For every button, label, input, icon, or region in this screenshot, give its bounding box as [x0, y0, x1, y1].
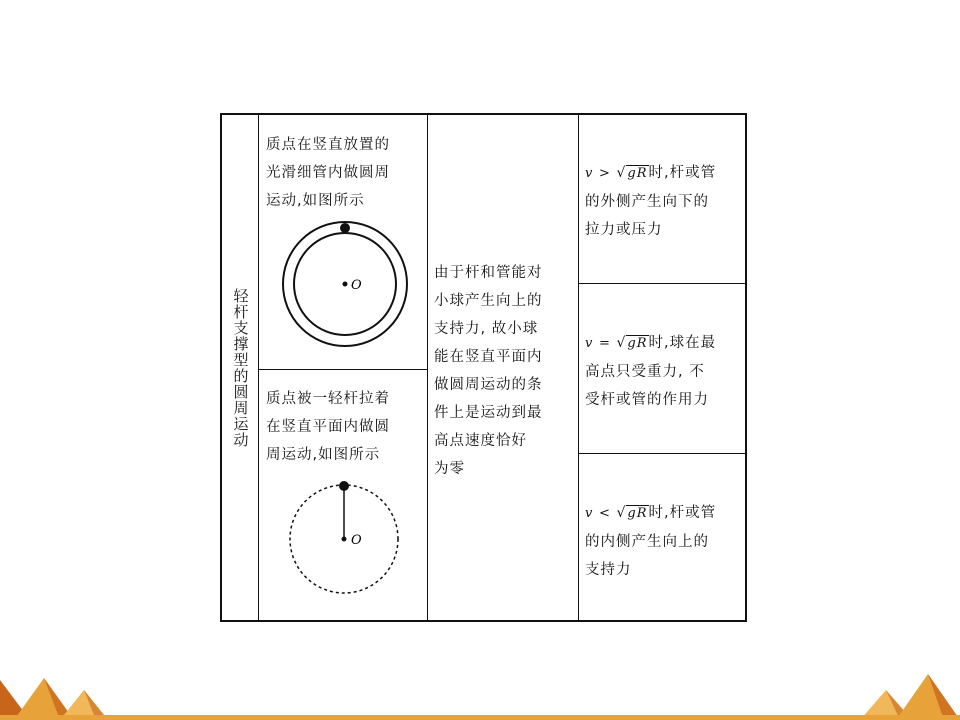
- condition-line: 的外侧产生向下的: [585, 194, 709, 210]
- tube-figure: [280, 219, 410, 349]
- ball-dot: [339, 481, 349, 491]
- row-divider-right-2: [578, 453, 747, 454]
- center-point: [343, 282, 348, 287]
- case1-description: [266, 131, 390, 215]
- center-label: O: [351, 278, 362, 293]
- explanation-line: 高点速度恰好: [434, 433, 527, 449]
- case2-line: 周运动,如图所示: [266, 447, 381, 463]
- condition-line: 高点只受重力, 不: [585, 364, 705, 380]
- sqrt-gR: √gR: [616, 165, 648, 181]
- explanation-line: 小球产生向上的: [434, 293, 543, 309]
- bottom-accent-stripe: [0, 715, 960, 720]
- velocity-symbol: v: [585, 506, 594, 521]
- rod-figure: [284, 479, 404, 599]
- condition-greater: [585, 159, 716, 244]
- explanation-line: 为零: [434, 461, 465, 477]
- explanation-line: 件上是运动到最: [434, 405, 543, 421]
- col-divider-3: [578, 115, 579, 620]
- condition-lead: 时,杆或管: [648, 505, 717, 521]
- condition-equal: [585, 329, 716, 414]
- condition-line: 的内侧产生向上的: [585, 534, 709, 550]
- ball-dot: [340, 223, 350, 233]
- sqrt-gR: √gR: [616, 505, 648, 521]
- comparison-operator: <: [598, 506, 611, 521]
- row-divider-left: [258, 369, 427, 370]
- case2-line: 质点被一轻杆拉着: [266, 391, 390, 407]
- velocity-symbol: v: [585, 336, 594, 351]
- condition-lead: 时,杆或管: [648, 165, 717, 181]
- condition-lead: 时,球在最: [648, 335, 717, 351]
- physics-table: [220, 113, 747, 622]
- sqrt-gR: √gR: [616, 335, 648, 351]
- condition-less: [585, 499, 716, 584]
- category-label-cell: [222, 115, 258, 620]
- case1-line: 运动,如图所示: [266, 193, 365, 209]
- corner-triangles-left: [0, 660, 120, 720]
- velocity-symbol: v: [585, 166, 594, 181]
- condition-line: 支持力: [585, 562, 632, 578]
- row-divider-right-1: [578, 283, 747, 284]
- condition-line: 受杆或管的作用力: [585, 392, 709, 408]
- category-label: 轻杆支撑型的圆周运动: [231, 287, 250, 448]
- col-divider-2: [427, 115, 428, 620]
- case2-description: [266, 385, 390, 469]
- comparison-operator: =: [598, 336, 611, 351]
- explanation-line: 能在竖直平面内: [434, 349, 543, 365]
- comparison-operator: >: [598, 166, 611, 181]
- case2-line: 在竖直平面内做圆: [266, 419, 390, 435]
- col-divider-1: [258, 115, 259, 620]
- case1-line: 光滑细管内做圆周: [266, 165, 390, 181]
- center-point: [342, 537, 347, 542]
- explanation-line: 由于杆和管能对: [434, 265, 543, 281]
- center-label: O: [351, 533, 362, 548]
- case1-line: 质点在竖直放置的: [266, 137, 390, 153]
- explanation-line: 支持力, 故小球: [434, 321, 539, 337]
- explanation-line: 做圆周运动的条: [434, 377, 543, 393]
- explanation-text: [434, 259, 543, 483]
- condition-line: 拉力或压力: [585, 222, 663, 238]
- corner-triangles-right: [850, 660, 960, 720]
